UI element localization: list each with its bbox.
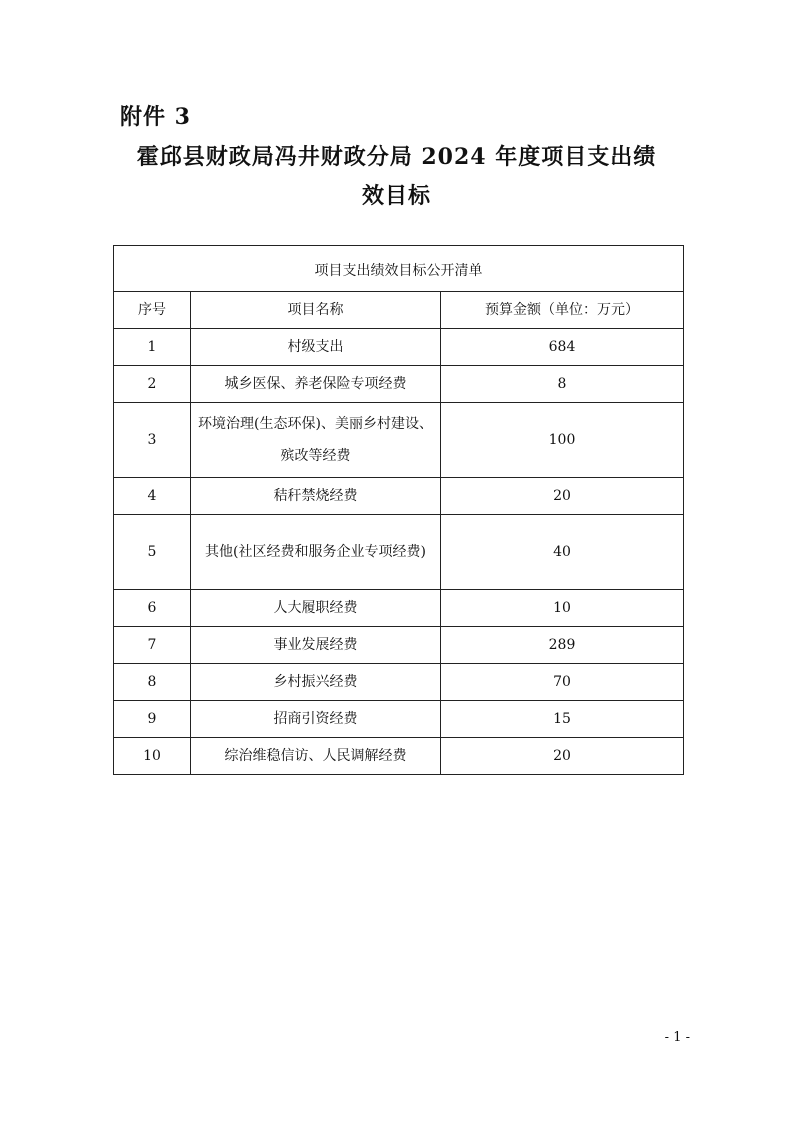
cell-no: 9 — [114, 701, 191, 738]
cell-amount: 8 — [441, 366, 684, 403]
cell-no: 4 — [114, 478, 191, 515]
table-row — [114, 403, 684, 478]
cell-name: 事业发展经费 — [191, 627, 441, 664]
cell-amount: 289 — [441, 627, 684, 664]
cell-no: 5 — [114, 515, 191, 590]
cell-name: 综治维稳信访、人民调解经费 — [191, 738, 441, 775]
cell-name: 秸秆禁烧经费 — [191, 478, 441, 515]
cell-no: 10 — [114, 738, 191, 775]
table-row — [114, 664, 684, 701]
table-caption: 项目支出绩效目标公开清单 — [114, 246, 684, 292]
cell-amount: 20 — [441, 478, 684, 515]
cell-no: 8 — [114, 664, 191, 701]
table-row — [114, 701, 684, 738]
table-row — [114, 515, 684, 590]
performance-target-table — [113, 245, 684, 775]
table-header-row — [114, 292, 684, 329]
cell-name: 环境治理(生态环保)、美丽乡村建设、殡改等经费 — [191, 403, 441, 478]
cell-amount: 15 — [441, 701, 684, 738]
cell-name: 人大履职经费 — [191, 590, 441, 627]
document-title-line-1: 霍邱县财政局冯井财政分局 2024 年度项目支出绩 — [136, 144, 657, 170]
attachment-label: 附件 3 — [120, 104, 191, 130]
cell-name: 村级支出 — [191, 329, 441, 366]
page-number: - 1 - — [664, 1030, 690, 1045]
table-row — [114, 738, 684, 775]
cell-no: 7 — [114, 627, 191, 664]
cell-amount: 10 — [441, 590, 684, 627]
table-row — [114, 329, 684, 366]
cell-no: 6 — [114, 590, 191, 627]
cell-amount: 20 — [441, 738, 684, 775]
cell-name: 城乡医保、养老保险专项经费 — [191, 366, 441, 403]
cell-amount: 100 — [441, 403, 684, 478]
header-no: 序号 — [114, 292, 191, 329]
document-title-line-2: 效目标 — [361, 183, 431, 209]
table-row — [114, 366, 684, 403]
cell-amount: 684 — [441, 329, 684, 366]
header-project-name: 项目名称 — [191, 292, 441, 329]
table-row — [114, 590, 684, 627]
header-budget-amount: 预算金额（单位：万元） — [441, 292, 684, 329]
cell-no: 3 — [114, 403, 191, 478]
cell-name: 招商引资经费 — [191, 701, 441, 738]
table-row — [114, 478, 684, 515]
cell-amount: 40 — [441, 515, 684, 590]
cell-name: 乡村振兴经费 — [191, 664, 441, 701]
table-caption-row — [114, 246, 684, 292]
cell-no: 1 — [114, 329, 191, 366]
cell-amount: 70 — [441, 664, 684, 701]
cell-name: 其他(社区经费和服务企业专项经费) — [191, 515, 441, 590]
table-row — [114, 627, 684, 664]
cell-no: 2 — [114, 366, 191, 403]
